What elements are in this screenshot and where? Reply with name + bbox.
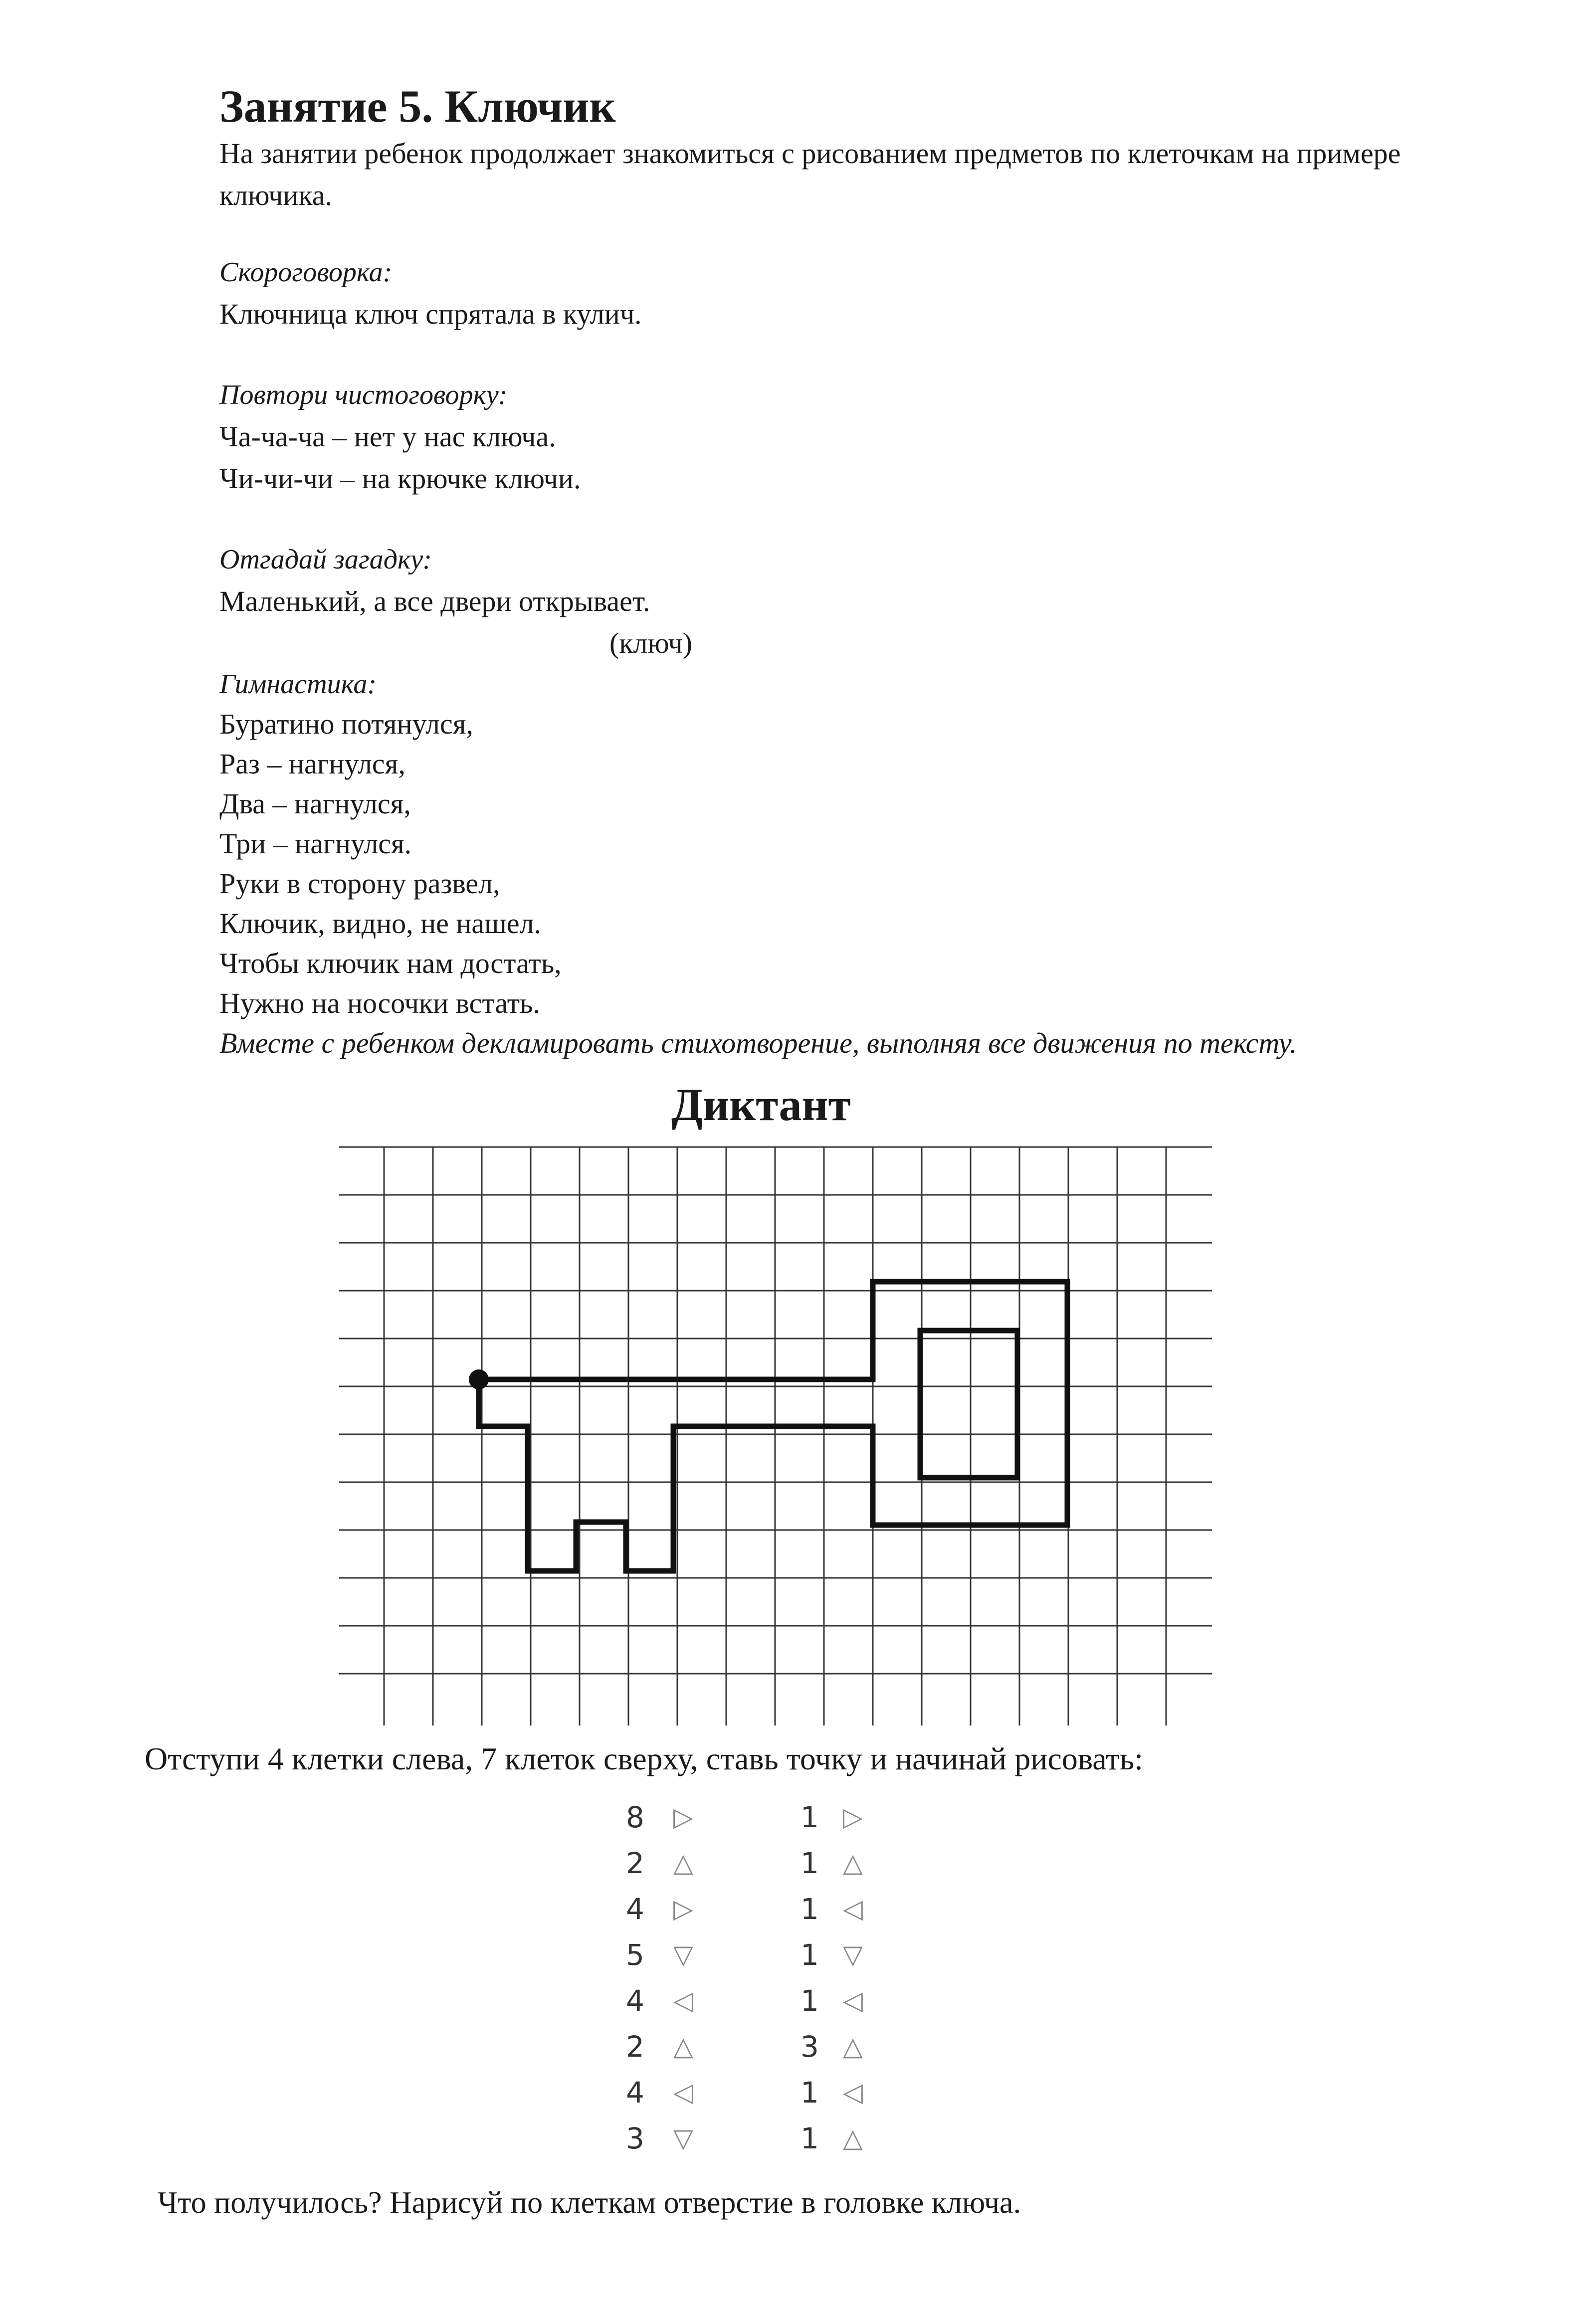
step-left-count: 2 [626,1846,644,1880]
arrow-left-icon: ◁ [843,2078,863,2108]
riddle-answer: (ключ) [609,627,693,659]
arrow-down-icon: ▽ [673,1940,693,1970]
step-left-count: 5 [626,1938,644,1972]
arrow-right-icon: ▷ [673,1894,693,1924]
tongue-twister-line: Ключница ключ спрятала в кулич. [219,298,642,330]
pure-speech-heading: Повтори чистоговорку: [219,380,508,410]
step-left-count: 2 [626,2030,644,2064]
gymnastics-line: Три – нагнулся. [219,827,412,860]
gymnastics-line: Чтобы ключик нам достать, [219,947,562,979]
dictation-question: Что получилось? Нарисуй по клеткам отверстие в головке ключа. [158,2186,1021,2220]
key-hole [920,1331,1017,1478]
dictation-instruction: Отступи 4 клетки слева, 7 клеток сверху, ставь точку и начинай рисовать: [145,1741,1143,1776]
arrow-up-icon: △ [673,1848,693,1878]
gymnastics-heading: Гимнастика: [219,669,377,700]
key-shaft-path [479,1282,1067,1571]
dictation-title: Диктант [671,1079,851,1130]
arrow-right-icon: ▷ [843,1802,863,1832]
arrow-down-icon: ▽ [673,2123,693,2153]
step-left-count: 4 [626,2076,644,2110]
arrow-left-icon: ◁ [843,1986,863,2016]
grid-lines [339,1147,1212,1726]
lesson-title: Занятие 5. Ключик [219,81,616,132]
step-left-count: 4 [626,1984,644,2018]
pure-speech-line-2: Чи-чи-чи – на крючке ключи. [219,462,581,495]
arrow-up-icon: △ [843,2032,863,2062]
gymnastics-line: Руки в сторону развел, [219,867,500,900]
step-right-count: 1 [800,2076,819,2110]
arrow-left-icon: ◁ [673,1986,693,2016]
arrow-right-icon: ▷ [673,1802,693,1832]
gymnastics-line: Буратино потянулся, [219,708,473,740]
arrow-up-icon: △ [843,1848,863,1878]
arrow-up-icon: △ [673,2032,693,2062]
step-right-count: 1 [800,1846,819,1880]
start-dot [469,1369,489,1389]
step-left-count: 3 [626,2121,644,2155]
arrow-down-icon: ▽ [843,1940,863,1970]
gymnastics-line: Ключик, видно, не нашел. [219,907,542,940]
step-right-count: 1 [800,1892,819,1926]
step-right-count: 1 [800,1800,819,1834]
step-right-count: 1 [800,1984,819,2018]
lesson-intro: На занятии ребенок продолжает знакомиться с рисованием предметов по клеточкам на примере ключика. [219,137,1401,211]
arrow-left-icon: ◁ [843,1894,863,1924]
arrow-up-icon: △ [843,2123,863,2153]
pure-speech-line-1: Ча-ча-ча – нет у нас ключа. [219,420,556,453]
riddle-heading: Отгадай загадку: [219,544,432,575]
gymnastics-line: Два – нагнулся, [219,787,411,820]
step-right-count: 1 [800,1938,819,1972]
gymnastics-line: Раз – нагнулся, [219,748,405,780]
arrow-left-icon: ◁ [673,2078,693,2108]
key-outline [479,1282,1067,1571]
step-right-count: 1 [800,2121,819,2155]
gymnastics-line: Нужно на носочки встать. [219,987,541,1019]
step-left-count: 8 [626,1800,644,1834]
step-left-count: 4 [626,1892,644,1926]
riddle-question: Маленький, а все двери открывает. [219,585,650,617]
tongue-twister-heading: Скороговорка: [219,257,393,288]
gymnastics-instruction: Вместе с ребенком декламировать стихотворение, выполняя все движения по тексту. [219,1027,1297,1059]
step-right-count: 3 [800,2030,819,2064]
